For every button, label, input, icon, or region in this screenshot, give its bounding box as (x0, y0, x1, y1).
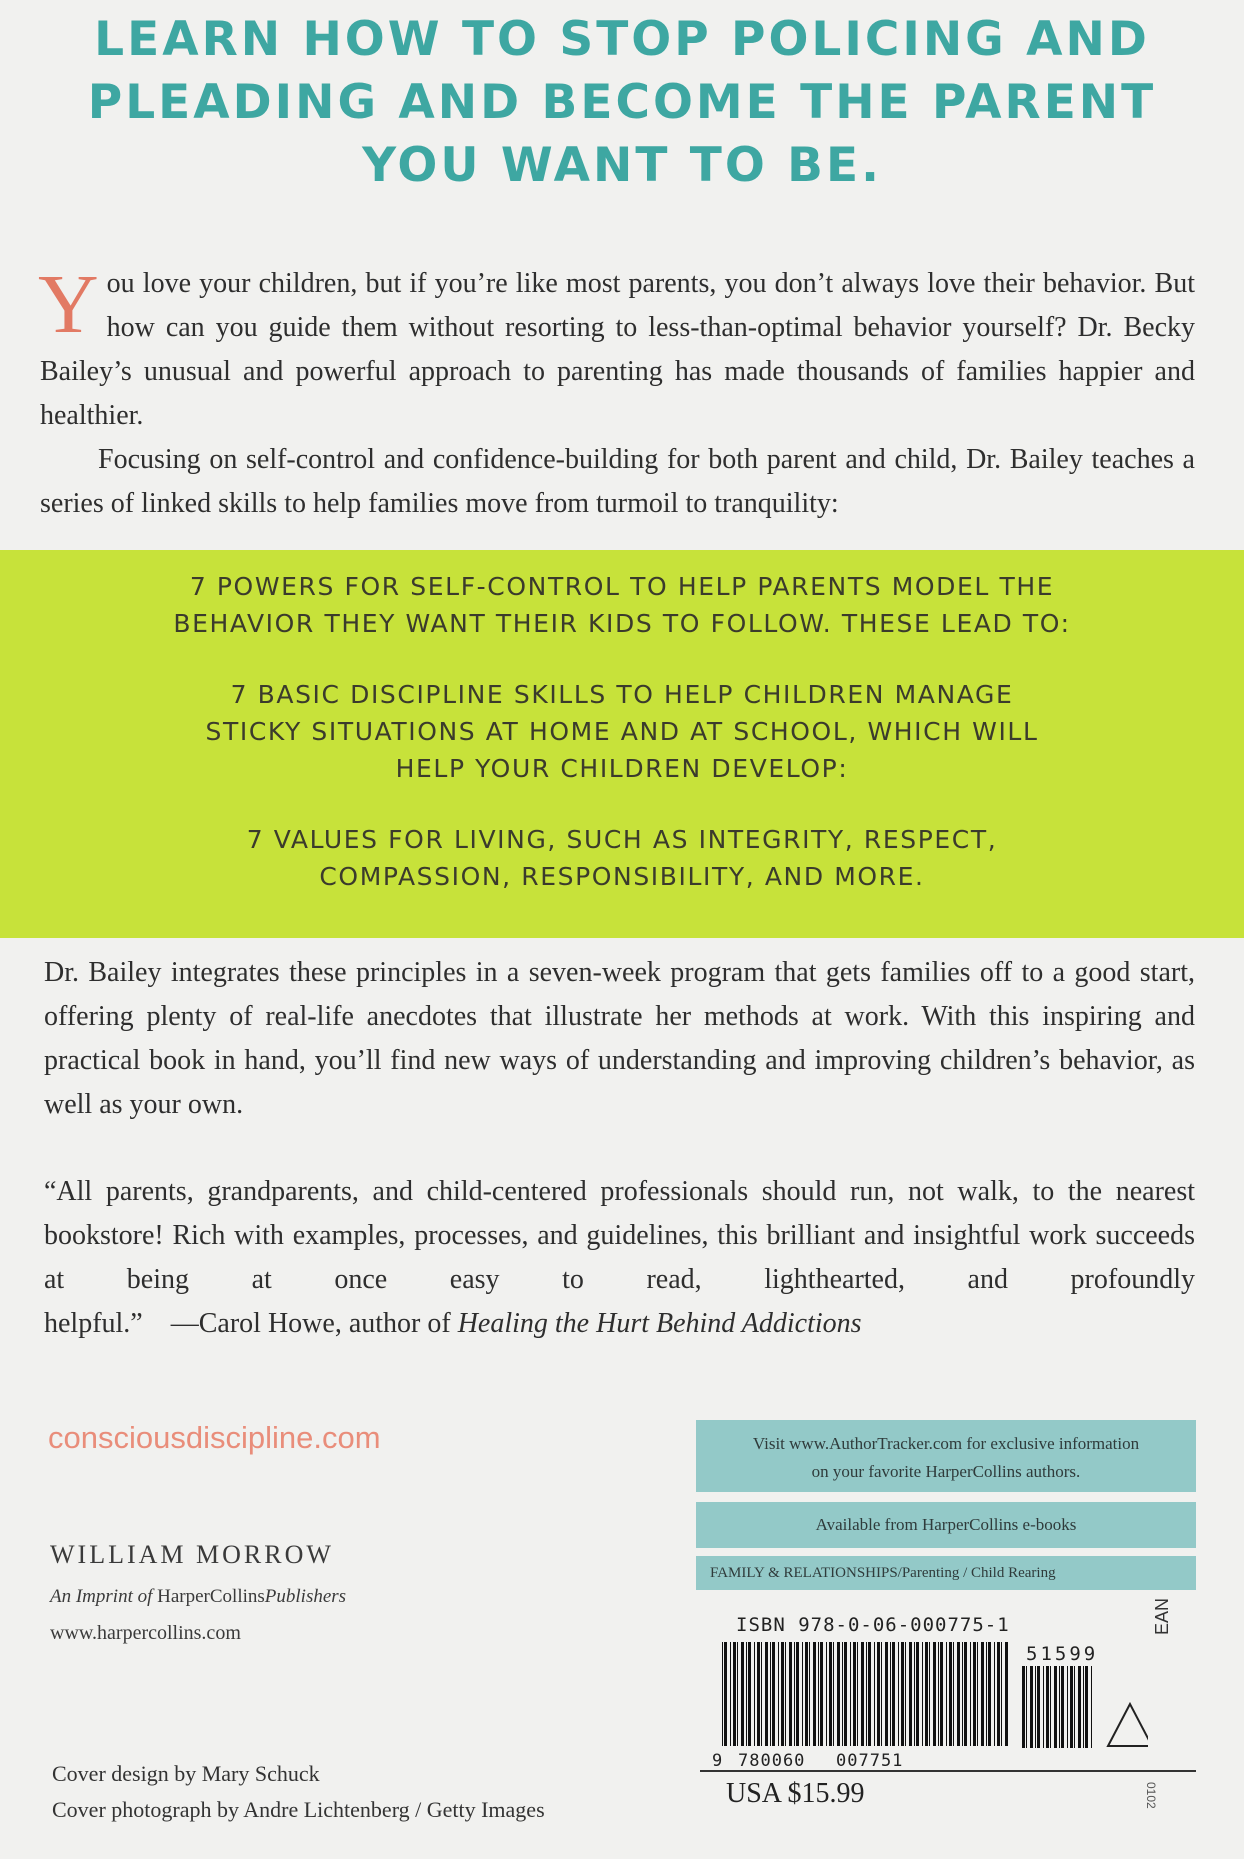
attribution-prefix: —Carol Howe, author of (170, 1308, 458, 1339)
barcode-group-1: 780060 (738, 1751, 806, 1770)
price-divider (700, 1770, 1196, 1772)
intro-paragraph-1 (38, 258, 1195, 438)
headline (0, 8, 1244, 197)
intro-section (38, 258, 1195, 526)
closing-paragraph: Dr. Bailey integrates these principles in a seven-week program that gets families off to a good start, offering plenty of real-life anecdotes that illustrate her methods at work. With this inspiring and practical book in hand, you’ll find new ways of understanding and improving children’s behavior, as well as your own. (44, 957, 1195, 1120)
isbn-label: ISBN 978-0-06-000775-1 (736, 1614, 1010, 1636)
ean-label: EAN (1152, 1597, 1172, 1635)
band-item-values: 7 VALUES FOR LIVING, SUCH AS INTEGRITY, RESPECT, COMPASSION, RESPONSIBILITY, AND MORE. (246, 825, 998, 891)
category-box: FAMILY & RELATIONSHIPS/Parenting / Child Rearing (696, 1556, 1196, 1590)
credit-photo: Cover photograph by Andre Lichtenberg / Getty Images (52, 1797, 545, 1822)
author-tracker-line-2: on your favorite HarperCollins authors. (811, 1462, 1081, 1481)
band-item-skills: 7 BASIC DISCIPLINE SKILLS TO HELP CHILDREN MANAGE STICKY SITUATIONS AT HOME AND AT SCHOOL, WHICH WILL HELP YOUR CHILDREN DEVELOP: (205, 680, 1039, 783)
ebooks-box: Available from HarperCollins e-books (696, 1502, 1196, 1548)
headline-line-2: PLEADING AND BECOME THE PARENT (87, 75, 1157, 130)
cover-credits (52, 1756, 545, 1828)
author-tracker-box (696, 1420, 1196, 1492)
imprint-name: HarperCollins (157, 1586, 265, 1607)
endorsement-quote (44, 1170, 1195, 1346)
website-link[interactable]: consciousdiscipline.com (48, 1420, 381, 1455)
barcode-icon (708, 1642, 1148, 1770)
triangle-icon (1108, 1704, 1148, 1746)
attribution-book-title: Healing the Hurt Behind Addictions (457, 1308, 862, 1339)
headline-line-3: YOU WANT TO BE. (362, 138, 882, 193)
highlight-band-text (60, 568, 1184, 929)
publisher-name: WILLIAM MORROW (50, 1540, 334, 1569)
side-code: 0102 (1144, 1782, 1158, 1809)
publisher-website[interactable]: www.harpercollins.com (50, 1622, 241, 1644)
quote-text: “All parents, grandparents, and child-centered professionals should run, not walk, to the nearest bookstore! Rich with examples, processes, and guidelines, this brilliant and insightful work succeeds at being at once easy to read, lighthearted, and profoundly helpful.” (44, 1176, 1195, 1339)
headline-line-1: LEARN HOW TO STOP POLICING AND (94, 12, 1150, 67)
publisher-imprint (50, 1586, 346, 1608)
quote-attribution (171, 1308, 862, 1339)
barcode-addon-digits: 51599 (1026, 1643, 1099, 1665)
imprint-suffix: Publishers (264, 1586, 347, 1607)
barcode-lead-digit: 9 (712, 1751, 723, 1770)
credit-design: Cover design by Mary Schuck (52, 1761, 320, 1786)
intro-paragraph-2: Focusing on self-control and confidence-building for both parent and child, Dr. Bailey teaches a series of linked skills to help families move from turmoil to tranquility: (40, 444, 1195, 519)
intro-paragraph-1-text: ou love your children, but if you’re like most parents, you don’t always love their behavior. But how can you guide them without resorting to less-than-optimal behavior yourself? Dr. Becky Bailey’s unusual and powerful approach to parenting has made thousands of families happier and healthier. (40, 268, 1195, 431)
imprint-prefix: An Imprint of (50, 1586, 158, 1607)
drop-cap: Y (38, 258, 99, 351)
price: USA $15.99 (726, 1778, 865, 1809)
barcode-group-2: 007751 (836, 1751, 904, 1770)
band-item-powers: 7 POWERS FOR SELF-CONTROL TO HELP PARENTS MODEL THE BEHAVIOR THEY WANT THEIR KIDS TO FOLLOW. THESE LEAD TO: (173, 572, 1071, 638)
author-tracker-line-1: Visit www.AuthorTracker.com for exclusive information (752, 1434, 1140, 1453)
